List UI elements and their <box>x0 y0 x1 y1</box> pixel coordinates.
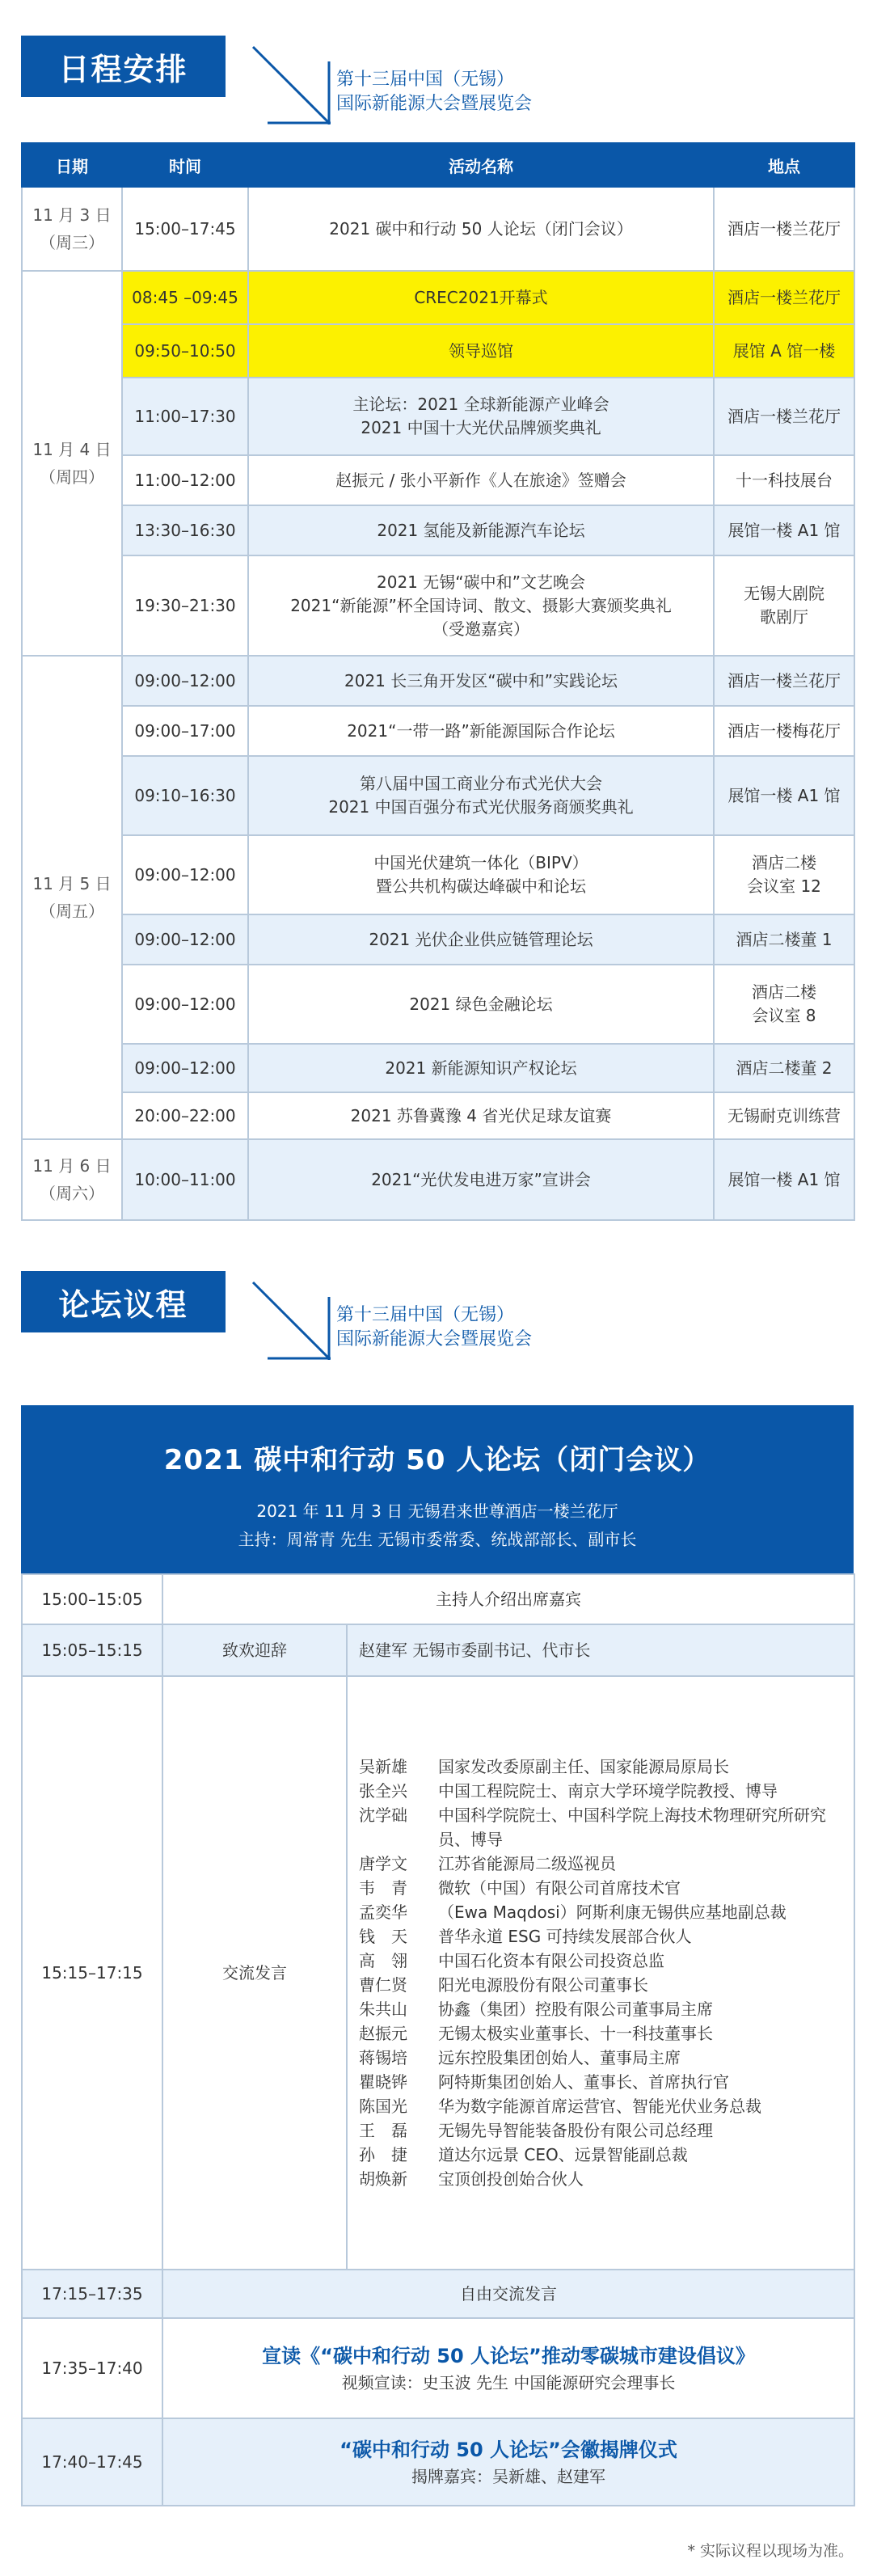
ceremony-sub: 揭牌嘉宾：吴新雄、赵建军 <box>411 2467 605 2486</box>
venue-cell: 酒店一楼兰花厅 <box>714 656 854 706</box>
speaker-title: 普华永道 ESG 可持续发展部合伙人 <box>438 1927 692 1946</box>
schedule-section-subtitle <box>336 68 532 116</box>
venue-cell: 十一科技展台 <box>714 455 854 505</box>
time-cell: 09:00–12:00 <box>122 835 248 914</box>
speaker-title: 协鑫（集团）控股有限公司董事局主席 <box>438 2000 713 2019</box>
subtitle-line-1: 第十三届中国（无锡） <box>336 70 515 90</box>
table-row <box>22 914 854 965</box>
agenda-highlight <box>162 2318 854 2418</box>
time-cell: 19:30–21:30 <box>122 555 248 656</box>
agenda-row <box>22 2318 854 2418</box>
speaker-item <box>359 2167 854 2191</box>
speaker-title: 江苏省能源局二级巡视员 <box>438 1854 616 1873</box>
speaker-title: 中国工程院院士、南京大学环境学院教授、博导 <box>438 1781 778 1801</box>
table-row <box>22 656 854 706</box>
agenda-text: 赵建军 无锡市委副书记、代市长 <box>347 1624 854 1676</box>
agenda-text: 主持人介绍出席嘉宾 <box>162 1574 854 1624</box>
time-cell: 09:00–12:00 <box>122 914 248 965</box>
speaker-title: （Ewa Maqdosi）阿斯利康无锡供应基地副总裁 <box>438 1902 787 1922</box>
speaker-name: 吴新雄 <box>359 1757 407 1776</box>
event-cell: 2021 光伏企业供应链管理论坛 <box>248 914 714 965</box>
venue-cell: 展馆一楼 A1 馆 <box>714 1139 854 1220</box>
speaker-item <box>359 2046 854 2070</box>
time-cell: 09:00–12:00 <box>122 965 248 1044</box>
speaker-item <box>359 2021 854 2046</box>
event-cell: 2021 无锡“碳中和”文艺晚会 2021“新能源”杯全国诗词、散文、摄影大赛颁奖典礼 （受邀嘉宾） <box>248 555 714 656</box>
ceremony-title: “碳中和行动 50 人论坛”会徽揭牌仪式 <box>340 2439 677 2461</box>
subtitle-line-2: 国际新能源大会暨展览会 <box>336 1329 533 1349</box>
speaker-title: 阿特斯集团创始人、董事长、首席执行官 <box>438 2072 729 2092</box>
event-cell: 赵振元 / 张小平新作《人在旅途》签赠会 <box>248 455 714 505</box>
speaker-title: 道达尔远景 CEO、远景智能副总裁 <box>438 2145 688 2164</box>
venue-cell: 展馆一楼 A1 馆 <box>714 756 854 835</box>
footnote: * 实际议程以现场为准。 <box>687 2542 854 2560</box>
speaker-title: 远东控股集团创始人、董事局主席 <box>438 2048 681 2067</box>
speaker-item <box>359 1997 854 2021</box>
event-cell: 第八届中国工商业分布式光伏大会 2021 中国百强分布式光伏服务商颁奖典礼 <box>248 756 714 835</box>
initiative-title: 宣读《“碳中和行动 50 人论坛”推动零碳城市建设倡议》 <box>262 2345 755 2367</box>
speaker-item <box>359 2118 854 2143</box>
table-row <box>22 555 854 656</box>
speaker-item <box>359 2070 854 2094</box>
table-row <box>22 324 854 378</box>
date-cell: 11 月 6 日 （周六） <box>22 1139 122 1220</box>
forum-title: 2021 碳中和行动 50 人论坛（闭门会议） <box>163 1444 711 1476</box>
date-cell: 11 月 5 日 （周五） <box>22 656 122 1139</box>
event-cell: 2021 苏鲁冀豫 4 省光伏足球友谊赛 <box>248 1092 714 1139</box>
header-venue: 地点 <box>714 143 854 187</box>
speaker-title: 微软（中国）有限公司首席技术官 <box>438 1878 681 1898</box>
header-time: 时间 <box>122 143 248 187</box>
header-event: 活动名称 <box>248 143 714 187</box>
venue-cell: 酒店一楼兰花厅 <box>714 378 854 455</box>
table-row <box>22 378 854 455</box>
speaker-item <box>359 1779 854 1803</box>
venue-cell: 展馆一楼 A1 馆 <box>714 505 854 555</box>
speaker-name: 瞿晓铧 <box>359 2072 407 2092</box>
speaker-item <box>359 2094 854 2118</box>
speaker-name: 胡焕新 <box>359 2169 407 2189</box>
forum-host: 主持：周常青 先生 无锡市委常委、统战部部长、副市长 <box>238 1530 637 1549</box>
agenda-time: 17:15–17:35 <box>22 2270 162 2318</box>
event-cell: 2021“一带一路”新能源国际合作论坛 <box>248 706 714 756</box>
time-cell: 10:00–11:00 <box>122 1139 248 1220</box>
venue-cell: 无锡耐克训练营 <box>714 1092 854 1139</box>
table-row <box>22 187 854 271</box>
time-cell: 09:00–12:00 <box>122 656 248 706</box>
agenda-time: 15:05–15:15 <box>22 1624 162 1676</box>
time-cell: 09:00–12:00 <box>122 1044 248 1092</box>
speaker-item <box>359 1803 854 1852</box>
speaker-name: 蒋锡培 <box>359 2048 407 2067</box>
time-cell: 11:00–12:00 <box>122 455 248 505</box>
speaker-item <box>359 1755 854 1779</box>
time-cell: 09:50–10:50 <box>122 324 248 378</box>
agenda-row <box>22 1624 854 1676</box>
speaker-name: 孙 捷 <box>359 2145 407 2164</box>
time-cell: 09:00–17:00 <box>122 706 248 756</box>
venue-cell: 酒店二楼董 2 <box>714 1044 854 1092</box>
event-cell: 主论坛：2021 全球新能源产业峰会 2021 中国十大光伏品牌颁奖典礼 <box>248 378 714 455</box>
speaker-title: 宝顶创投创始合伙人 <box>438 2169 584 2189</box>
agenda-time: 17:35–17:40 <box>22 2318 162 2418</box>
speaker-name: 陈国光 <box>359 2097 407 2116</box>
corner-arrow-icon <box>251 1281 332 1362</box>
time-cell: 15:00–17:45 <box>122 187 248 271</box>
speaker-title: 中国科学院院士、中国科学院上海技术物理研究所研究员、博导 <box>438 1805 826 1849</box>
forum-section-header <box>21 1271 854 1400</box>
event-cell: 2021 新能源知识产权论坛 <box>248 1044 714 1092</box>
agenda-label: 致欢迎辞 <box>162 1624 347 1676</box>
agenda-row <box>22 2418 854 2506</box>
speaker-title: 国家发改委原副主任、国家能源局原局长 <box>438 1757 729 1776</box>
table-row <box>22 1139 854 1220</box>
table-row <box>22 455 854 505</box>
event-cell: CREC2021开幕式 <box>248 271 714 324</box>
agenda-time: 15:00–15:05 <box>22 1574 162 1624</box>
speaker-name: 唐学文 <box>359 1854 407 1873</box>
table-row <box>22 756 854 835</box>
corner-arrow-icon <box>251 45 332 126</box>
event-cell: 2021“光伏发电进万家”宣讲会 <box>248 1139 714 1220</box>
speaker-item <box>359 1973 854 1997</box>
table-row <box>22 706 854 756</box>
table-row <box>22 965 854 1044</box>
table-row <box>22 271 854 324</box>
speaker-title: 无锡太极实业董事长、十一科技董事长 <box>438 2024 713 2043</box>
event-cell: 2021 氢能及新能源汽车论坛 <box>248 505 714 555</box>
time-cell: 08:45 –09:45 <box>122 271 248 324</box>
venue-cell: 酒店二楼董 1 <box>714 914 854 965</box>
agenda-time: 17:40–17:45 <box>22 2418 162 2506</box>
speaker-name: 沈学础 <box>359 1805 407 1825</box>
venue-cell: 酒店一楼兰花厅 <box>714 271 854 324</box>
event-cell: 2021 碳中和行动 50 人论坛（闭门会议） <box>248 187 714 271</box>
schedule-header-row <box>22 143 854 187</box>
speaker-item <box>359 1876 854 1900</box>
subtitle-line-1: 第十三届中国（无锡） <box>336 1305 515 1325</box>
venue-cell: 酒店一楼梅花厅 <box>714 706 854 756</box>
speaker-title: 阳光电源股份有限公司董事长 <box>438 1975 648 1995</box>
speaker-name: 钱 天 <box>359 1927 407 1946</box>
venue-cell: 酒店一楼兰花厅 <box>714 187 854 271</box>
table-row <box>22 505 854 555</box>
forum-section-title: 论坛议程 <box>21 1271 226 1332</box>
forum-section-subtitle <box>336 1303 532 1352</box>
speaker-item <box>359 1949 854 1973</box>
table-row <box>22 835 854 914</box>
header-date: 日期 <box>22 143 122 187</box>
schedule-table <box>21 142 855 1221</box>
speaker-name: 韦 青 <box>359 1878 407 1898</box>
agenda-row <box>22 1574 854 1624</box>
speaker-name: 王 磊 <box>359 2121 407 2140</box>
agenda-table <box>21 1573 855 2506</box>
agenda-label: 交流发言 <box>162 1676 347 2270</box>
speaker-title: 华为数字能源首席运营官、智能光伏业务总裁 <box>438 2097 761 2116</box>
venue-cell: 展馆 A 馆一楼 <box>714 324 854 378</box>
speaker-item <box>359 1900 854 1924</box>
table-row <box>22 1092 854 1139</box>
agenda-text: 自由交流发言 <box>162 2270 854 2318</box>
agenda-row <box>22 2270 854 2318</box>
speaker-list <box>347 1676 854 2270</box>
agenda-row <box>22 1676 854 2270</box>
speaker-item <box>359 2143 854 2167</box>
speaker-name: 孟奕华 <box>359 1902 407 1922</box>
agenda-highlight <box>162 2418 854 2506</box>
event-cell: 2021 绿色金融论坛 <box>248 965 714 1044</box>
time-cell: 20:00–22:00 <box>122 1092 248 1139</box>
forum-header <box>21 1405 854 1573</box>
speaker-name: 高 翎 <box>359 1951 407 1970</box>
event-cell: 领导巡馆 <box>248 324 714 378</box>
date-cell: 11 月 4 日 （周四） <box>22 271 122 656</box>
venue-cell: 酒店二楼 会议室 12 <box>714 835 854 914</box>
speaker-name: 朱共山 <box>359 2000 407 2019</box>
speaker-name: 曹仁贤 <box>359 1975 407 1995</box>
event-cell: 2021 长三角开发区“碳中和”实践论坛 <box>248 656 714 706</box>
speaker-name: 张全兴 <box>359 1781 407 1801</box>
speaker-name: 赵振元 <box>359 2024 407 2043</box>
time-cell: 09:10–16:30 <box>122 756 248 835</box>
time-cell: 13:30–16:30 <box>122 505 248 555</box>
schedule-section-title: 日程安排 <box>21 36 226 97</box>
initiative-sub: 视频宣读：史玉波 先生 中国能源研究会理事长 <box>341 2373 676 2392</box>
speaker-title: 中国石化资本有限公司投资总监 <box>438 1951 664 1970</box>
speaker-item <box>359 1852 854 1876</box>
speaker-item <box>359 1924 854 1949</box>
speaker-title: 无锡先导智能装备股份有限公司总经理 <box>438 2121 713 2140</box>
event-cell: 中国光伏建筑一体化（BIPV） 暨公共机构碳达峰碳中和论坛 <box>248 835 714 914</box>
agenda-time: 15:15–17:15 <box>22 1676 162 2270</box>
venue-cell: 酒店二楼 会议室 8 <box>714 965 854 1044</box>
date-cell: 11 月 3 日 （周三） <box>22 187 122 271</box>
forum-date-place: 2021 年 11 月 3 日 无锡君来世尊酒店一楼兰花厅 <box>256 1501 618 1521</box>
time-cell: 11:00–17:30 <box>122 378 248 455</box>
table-row <box>22 1044 854 1092</box>
venue-cell: 无锡大剧院 歌剧厅 <box>714 555 854 656</box>
subtitle-line-2: 国际新能源大会暨展览会 <box>336 94 533 114</box>
